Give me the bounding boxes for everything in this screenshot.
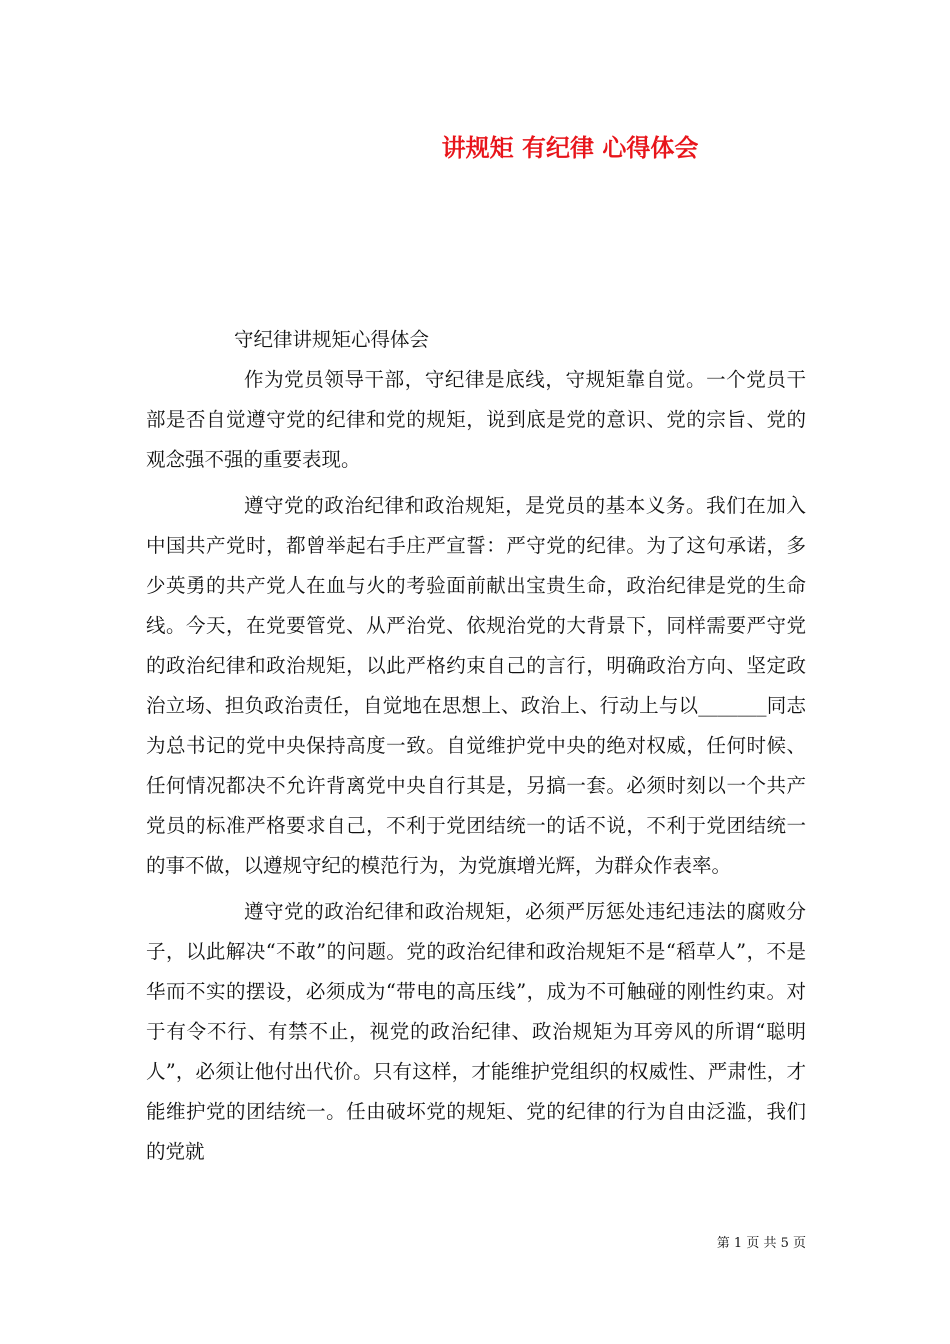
document-title: 讲规矩 有纪律 心得体会 xyxy=(441,133,699,162)
paragraph-1: 作为党员领导干部，守纪律是底线，守规矩靠自觉。一个党员干部是否自觉遵守党的纪律和党的规矩，说到底是党的意识、党的宗旨、党的观念强不强的重要表现。 xyxy=(146,368,806,471)
paragraph-2: 遵守党的政治纪律和政治规矩，是党员的基本义务。我们在加入中国共产党时，都曾举起右手庄严宣誓：严守党的纪律。为了这句承诺，多少英勇的共产党人在血与火的考验面前献出宝贵生命，政治纪律是党的生命线。今天，在党要管党、从严治党、依规治党的大背景下，同样需要严守党的政治纪律和政治规矩，以此严格约束自己的言行，明确政治方向、坚定政治立场、担负政治责任，自觉地在思想上、政治上、行动上与以_______同志为总书记的党中央保持高度一致。自觉维护党中央的绝对权威，任何时候、任何情况都决不允许背离党中央自行其是，另搞一套。必须时刻以一个共产党员的标准严格要求自己，不利于党团结统一的话不说，不利于党团结统一的事不做，以遵规守纪的模范行为，为党旗增光辉，为群众作表率。 xyxy=(146,494,806,877)
document-subtitle: 守纪律讲规矩心得体会 xyxy=(234,328,430,351)
paragraph-3: 遵守党的政治纪律和政治规矩，必须严厉惩处违纪违法的腐败分子，以此解决“不敢”的问题。党的政治纪律和政治规矩不是“稻草人”，不是华而不实的摆设，必须成为“带电的高压线”，成为不可触碰的刚性约束。对于有令不行、有禁不止，视党的政治纪律、政治规矩为耳旁风的所谓“聪明人”，必须让他付出代价。只有这样，才能维护党组织的权威性、严肃性，才能维护党的团结统一。任由破坏党的规矩、党的纪律的行为自由泛滥，我们的党就 xyxy=(146,900,806,1163)
page-number-footer: 第 1 页 共 5 页 xyxy=(716,1236,806,1251)
document-body xyxy=(146,320,806,1172)
